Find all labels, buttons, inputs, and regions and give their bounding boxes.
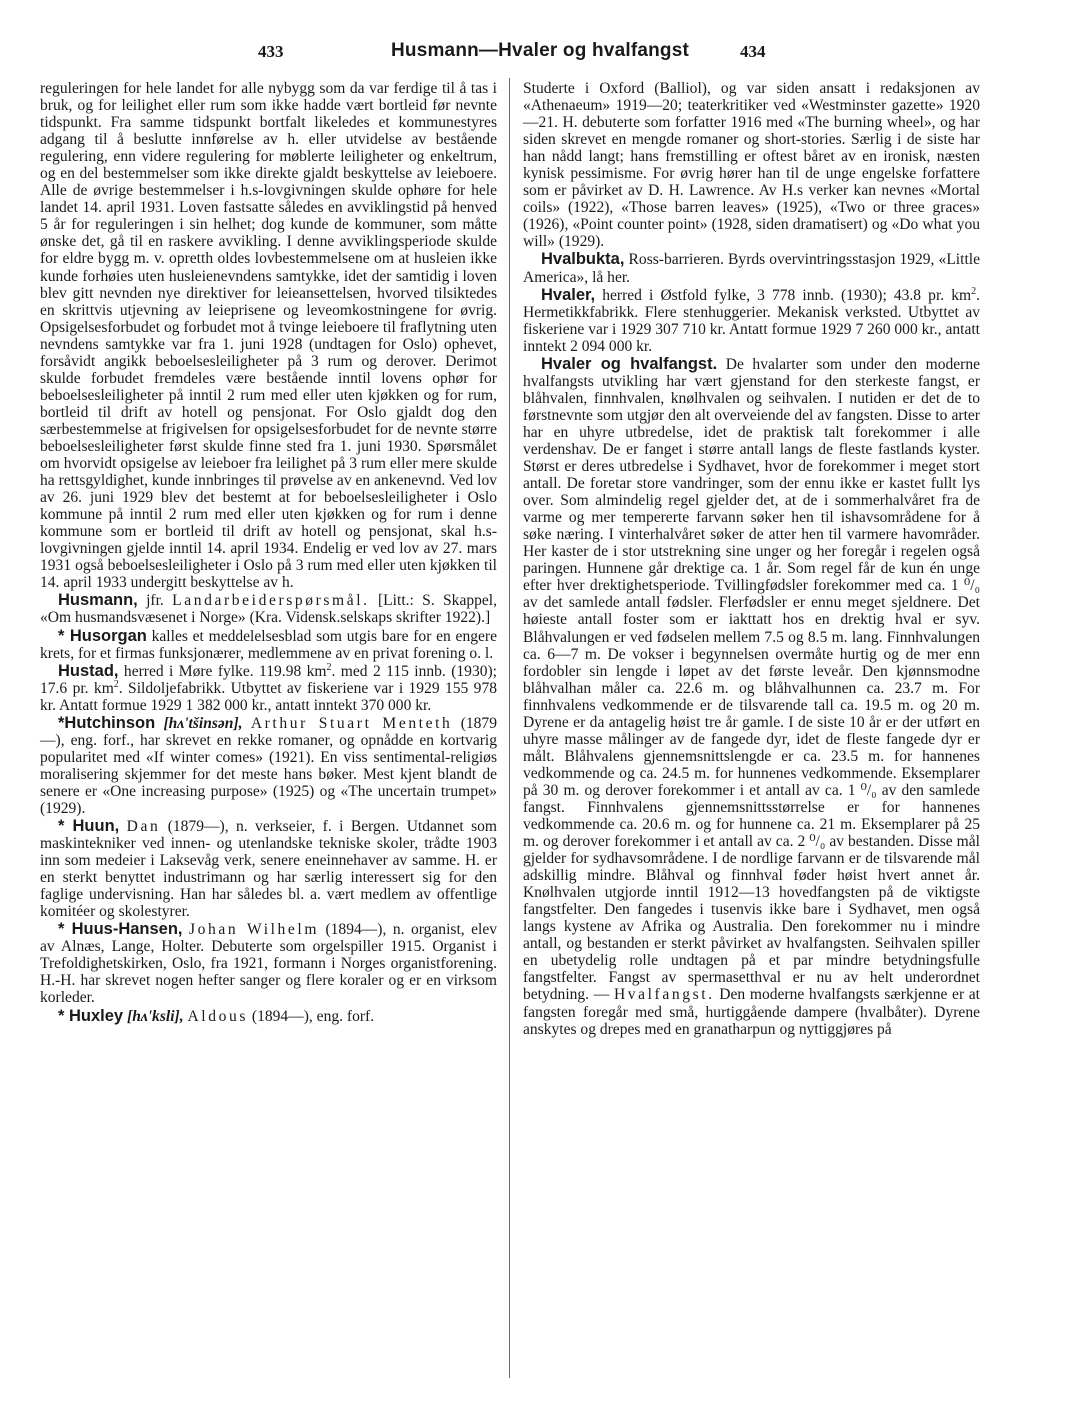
entry-huus-hansen: * Huus-Hansen, Johan Wilhelm (1894—), n. organist, elev av Alnæs, Lange, Holter. Debuterte som orgelspiller 1915. Organist i Trefoldighetskirken, Oslo, fra 1921, formann i Norges organistforening. H.-H. har skrevet nogen hefter sanger og flere koraler og er en virksom korleder. <box>40 920 498 1007</box>
left-column <box>40 80 497 1025</box>
pronunciation: [hʌ'ksli], <box>127 1007 184 1025</box>
headword: * Huxley <box>58 1006 124 1025</box>
person-name: Aldous <box>187 1007 249 1025</box>
running-title: Husmann—Hvaler og hvalfangst <box>390 40 690 61</box>
entry-hustad: Hustad, herred i Møre fylke. 119.98 $km^2$. med 2 115 innb. (1930); 17.6 pr. $km^2$. Sildoljefabrikk. Utbyttet av fiskeriene var i 1929 155 978 kr. Antatt formue 1929 1 382 000 kr., antatt inntekt 370 000 kr. <box>40 661 497 714</box>
person-name: Arthur Stuart Menteth <box>250 714 453 732</box>
headword: Hvaler og hvalfangst. <box>541 354 718 373</box>
entry-hvaler-og-hvalfangst: Hvaler og hvalfangst. De hvalarter som under den moderne hvalfangsts utvikling har vært gjenstand for den sterkeste fangst, er blåhvalen, finnhvalen, knølhvalen og seihvalen. I nutiden er det de to førstnevnte som utgjør den alt overveiende del av fangsten. Disse to arter har en uhyre utbredelse, idet de praktisk talt forekommer i alle verdenshav. De er fanget i større antall langs de fleste fastlands kyster. Størst er deres utbredelse i Sydhavet, hvor de forekommer i meget stort antall. De foretar store vandringer, som der ennu ikke er kastet fullt lys over. Som almindelig regel gjelder det, at de i sommerhalvåret fra de varme og mer tempererte farvann søker hen til ishavsområdene for å søke næring. I vinterhalvåret søker de atter hen til varmere havområder. Her kaster de i stor utstrekning sine unger og her foregår i regelen også paringen. Hunnene går drektige ca. 1 år. Som regel får de kun én unge efter hver drektighetsperiode. Tvillingfødsler forekommer med ca. 1 ⁰/₀ av det samlede antall fødsler. Flerfødsler er ennu meget sjeldnere. Det høieste antall foster som er iakttatt hos en drektig hval er syv. Blåhvalungen er ved fødselen mellem 7.5 og 8.5 m. lang. Finnhvalungen ca. 6—7 m. De vokser i begynnelsen overmåte hurtig og de mer enn fordobler sin lengde i løpet av det første leveår. Den kjønnsmodne blåhvalhan måler ca. 22.6 m. og blåhvalhunnen ca. 23.7 m. For finnhvalens vedkommende er de tilsvarende tall ca. 19.5 m. og 20 m. Dyrene er da antagelig høist tre år gamle. I de siste 10 år er der utført en uhyre masse målinger av de fangede dyr, idet de fleste fangede dyr er målt. Blåhvalens gjennemsnittslengde er ca. 23.5 m. for hannenes vedkommende og ca. 24.5 m. for hunnenes vedkommende. Eksemplarer på 30 m. og derover forekommer i et antall av ca. 1 ⁰/₀ av den samlede fangst. Finnhvalens gjennemsnittsstørrelse er for hannenes vedkommende ca. 20.6 m. og for hunnene ca. 21 m. Eksemplarer på 25 m. og derover forekommer i et antall av ca. 2 ⁰/₀ av bestanden. Disse mål gjelder for sydhavsområdene. I de nordlige farvann er de tilsvarende mål adskillig mindre. Blåhval og finnhval føder høist hvert annet år. Knølhvalen utgjorde inntil 1912—13 hovedfangsten på de viktigste fangstfelter. Den fangedes i tusenvis ikke bare i Sydhavet, men også langs kystene av Afrika og Australia. Den forekommer nu i mindre antall, og bestanden er sterkt påvirket av hvalfangsten. Seihvalen spiller en ubetydelig rolle undtagen på et par mindre betydningsfulle fangstfelter. Fangst av spermasetthval er nu av helt underordnet betydning. — Hvalfangst. Den moderne hvalfangsts særkjenne er at fangsten foregår med små, hurtiggående dampere (hvalbåter). Dyrene anskytes og drepes med en granatharpun og nyttiggjøres på <box>523 354 980 1038</box>
pronunciation: [hʌ'tšinsən], <box>163 714 243 732</box>
headword: Hvalbukta, <box>541 250 625 269</box>
person-name: Dan <box>126 818 161 836</box>
headword: Hvaler, <box>541 285 596 304</box>
continued-paragraph: reguleringen for hele landet for alle nybygg som da var ferdige til å tas i bruk, og for leilighet eller rum som ikke hadde vært bortleid før nevnte tidspunkt. Fra samme tidspunkt bortfalt likeledes et kommunestyres adgang til å beslutte innførelse av h. eller utvidelse av bestående regulering, enn videre regulering for møblerte leiligheter og enkeltrum, og en del bestemmelser som ikke direkte gjaldt beskyttelse av leieboere. Alle de øvrige bestemmelser i h.s-lovgivningen skulde ophøre for hele landet 14. april 1931. Loven fastsatte således en avviklingstid på henved 5 år for reguleringen i sin helhet; dog kunde de kommuner, som måtte ønske det, gå til en raskere avvikling. I denne avviklingsperiode skulde for eldre bygg m. v. opretth oldes lovbestemmelsene om at husleien ikke kunde forhøies uten husleienevndens samtykke, idet der samtidig i loven blev gitt nevnden nye direktiver for leieansettelsen, hvorved tilsiktedes en skrittvis utjevning av leieprisene og leveomkostningene for øvrig. Opsigelsesforbudet og forbudet mot å tvinge leieboere til fraflytning uten nevndens samtykke var fra 1. juni 1928 (undtagen for Oslo) ophevet, forsåvidt angikk beboelsesleiligheter på 3 rum og derover. Derimot skulde forbudet fremdeles være bestående inntil lovens ophør for beboelsesleiligheter på inntil 2 rum med eller uten kjøkken og for rum, bortleid til drift av hotell og pensjonat. For Oslo gjaldt dog den særbestemmelse at frigivelsen for opsigelsesforbudet for de nevnte større beboelsesleiligheter først skulde finne sted fra 1. juni 1930. Spørsmålet om hvorvidt opsigelse av leieboer fra leilighet på 3 rum eller mere skulde ha rettsgyldighet, kunde innbringes til prøvelse av en ankenevnd. Ved lov av 26. juni 1929 blev det bestemt at for beboelsesleiligheter i Oslo kommune på inntil 2 rum med eller uten kjøkken og for rum i denne kommune som er bortleid til drift av hotell og pensjonat, skal h.s-lovgivningen gjelde inntil 14. april 1934. Endelig er ved lov av 27. mars 1931 også beboelsesleiligheter i Oslo på 3 rum med eller uten kjøkken til 14. april 1933 undergitt beskyttelse av h. <box>40 80 497 592</box>
entry-hvaler: Hvaler, herred i Østfold fylke, 3 778 innb. (1930); 43.8 pr. $km^2$. Hermetikkfabrikk. Flere stenhuggerier. Mekanisk verksted. Utbyttet av fiskeriene var i 1929 307 710 kr. Antatt formue 1929 7 260 000 kr., antatt inntekt 2 094 000 kr. <box>523 285 980 355</box>
cross-reference: Landarbeiderspørsmål. <box>172 592 370 610</box>
entry-husmann: Husmann, jfr. Landarbeiderspørsmål. [Litt.: S. Skappel, «Om husmandsvæsenet i Norge» (Kra. Vidensk.selskaps skrifter 1922).] <box>40 591 498 627</box>
entry-huun: * Huun, Dan (1879—), n. verkseier, f. i Bergen. Utdannet som maskintekniker ved innen- og utenlandske tekniske skoler, trådte 1903 inn som medeier i Laksevåg verk, senere eneinnehaver av samme. H. er en sterkt benyttet industrimann og har særlig interessert sig for den faglige undervisning. Han har således bl. a. vært medlem av offentlige komitéer og skolestyrer. <box>40 817 497 921</box>
person-name: Johan Wilhelm <box>188 921 320 939</box>
entry-hvalbukta: Hvalbukta, Ross-barrieren. Byrds overvintringsstasjon 1929, «Little America», lå her. <box>523 250 980 286</box>
headword: *Hutchinson <box>58 713 156 732</box>
continued-paragraph: Studerte i Oxford (Balliol), og var siden ansatt i redaksjonen av «Athenaeum» 1919—20; teaterkritiker ved «Westminster gazette» 1920—21. H. debuterte som forfatter 1916 med «The burning wheel», og har siden skrevet en mengde romaner og short-stories. Særlig i de siste har han nådd langt; hans fremstilling er oftest båret av en ironisk, næsten kynisk pessimisme. For øvrig hører han til de unge engelske forfattere som er påvirket av D. H. Lawrence. Av H.s verker kan nevnes «Mortal coils» (1922), «Those barren leaves» (1925), «Two or three graces» (1926), «Point counter point» (1928, siden dramatisert) og «Do what you will» (1929). <box>523 80 980 251</box>
page-header <box>0 42 1080 66</box>
page-number-left: 433 <box>258 42 284 61</box>
entry-huxley: * Huxley [hʌ'ksli], Aldous (1894—), eng. forf. <box>58 1006 375 1025</box>
entry-husorgan: * Husorgan kalles et meddelelsesblad som utgis bare for en engere krets, for et firmas funksjonærer, medlemmene av en privat forening o. l. <box>40 626 497 662</box>
headword: * Huus-Hansen, <box>58 920 183 939</box>
subheading: Hvalfangst. <box>613 986 715 1004</box>
headword: * Huun, <box>58 817 120 836</box>
column-divider <box>509 78 510 1378</box>
headword: Hustad, <box>58 661 119 680</box>
entry-hutchinson: *Hutchinson [hʌ'tšinsən], Arthur Stuart Menteth (1879—), eng. forf., har skrevet en rekke romaner, og opnådde en kortvarig popularitet med «If winter comes» (1921). En viss sentimental-religiøs moralisering skjemmer for det meste hans bøker. Mest kjent blandt de senere er «One increasing purpose» (1925) og «The uncertain trumpet» (1929). <box>40 713 497 817</box>
page-number-right: 434 <box>740 42 766 61</box>
headword: Husmann, <box>58 591 138 610</box>
right-column <box>523 80 980 1038</box>
headword: * Husorgan <box>58 626 147 645</box>
